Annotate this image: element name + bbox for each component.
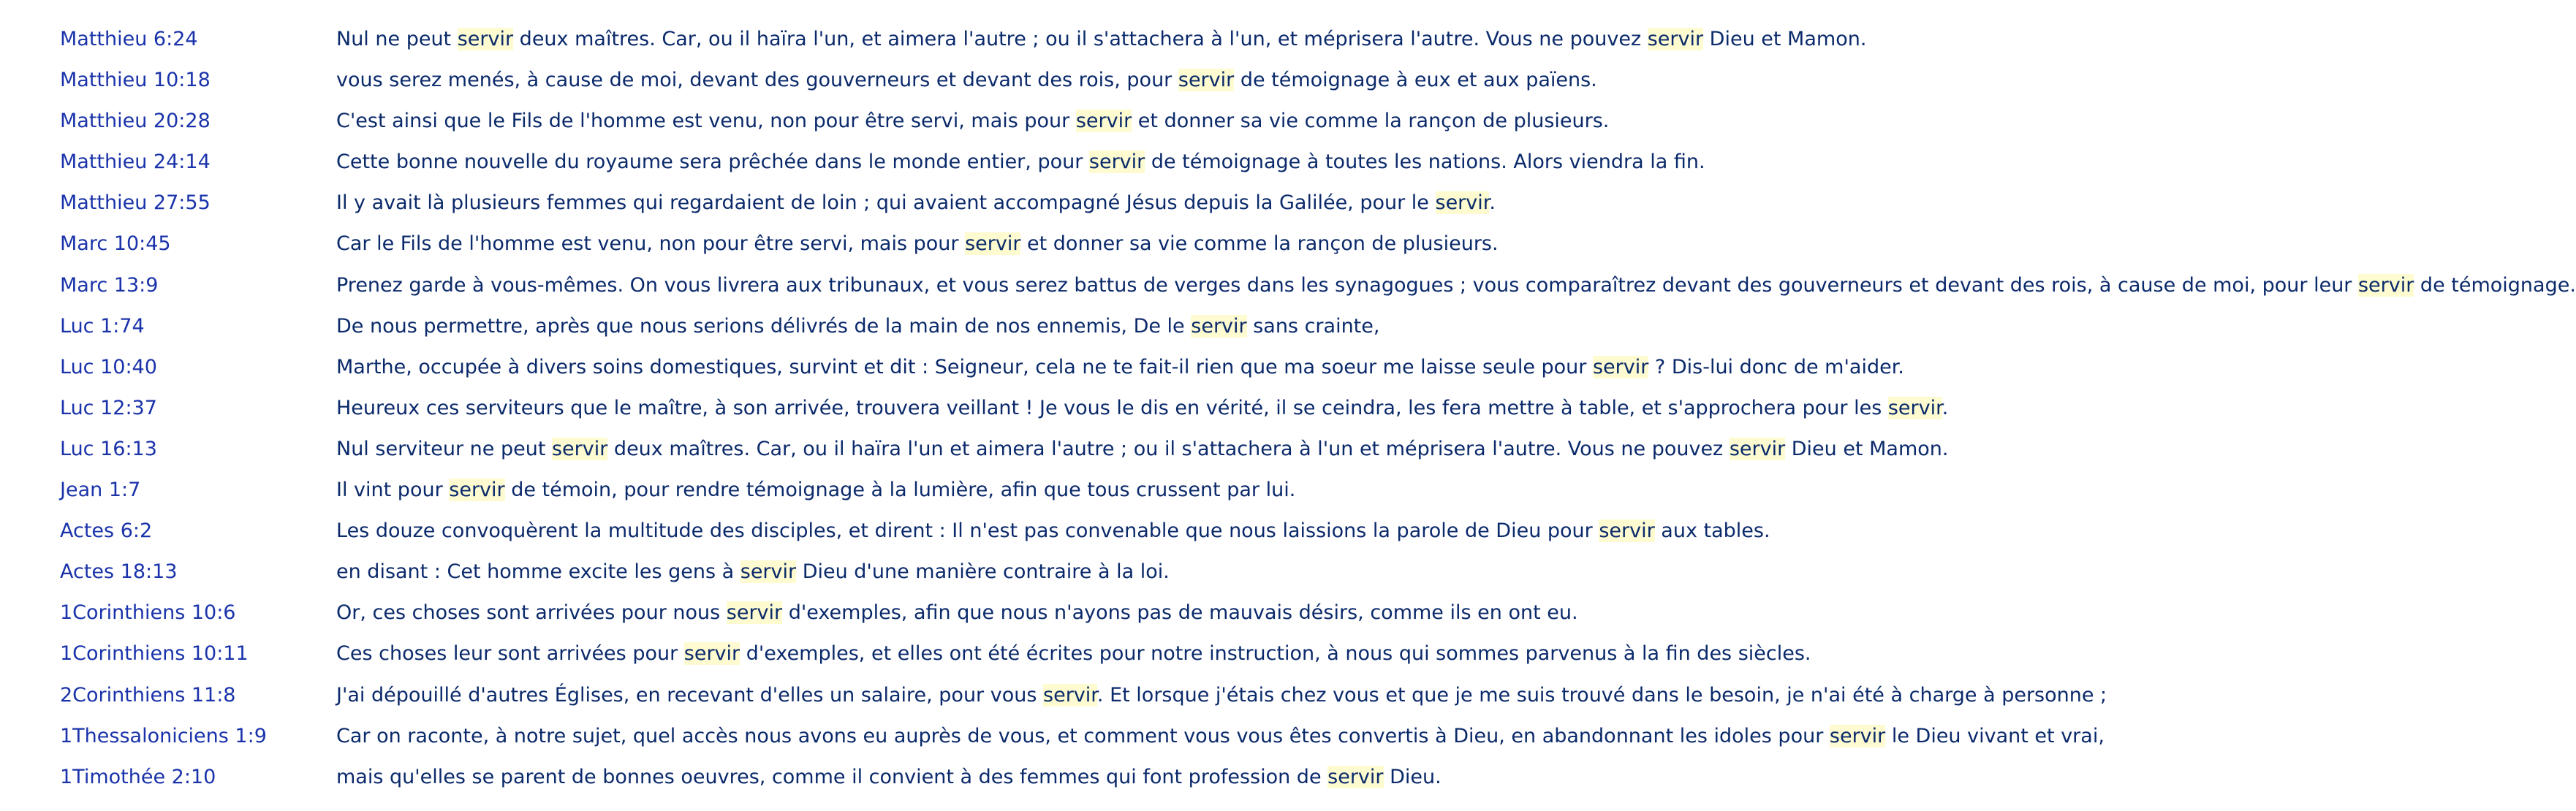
search-term-highlight: servir bbox=[1592, 355, 1649, 378]
result-row bbox=[0, 22, 2534, 63]
result-row bbox=[0, 350, 2534, 391]
verse-reference-link[interactable]: Matthieu 6:24 bbox=[60, 28, 198, 50]
search-term-highlight: servir bbox=[1435, 191, 1490, 215]
verse-text: Heureux ces serviteurs que le maître, à son arrivée, trouvera veillant ! Je vous le dis en vérité, il se ceindra, les fera mettre à table, et s'approchera pour les servir. bbox=[336, 396, 1949, 419]
result-row bbox=[0, 719, 2534, 760]
verse-reference-link[interactable]: 1Thessaloniciens 1:9 bbox=[60, 724, 267, 747]
result-row bbox=[0, 514, 2534, 555]
search-term-highlight: servir bbox=[1088, 151, 1145, 174]
verse-reference-link[interactable]: Marc 13:9 bbox=[60, 273, 159, 297]
verse-text: Nul ne peut servir deux maîtres. Car, ou il haïra l'un, et aimera l'autre ; ou il s'attachera à l'un, et méprisera l'autre. Vous ne pouvez servir Dieu et Mamon. bbox=[336, 28, 1867, 50]
search-term-highlight: servir bbox=[1647, 28, 1704, 50]
verse-reference-link[interactable]: Matthieu 10:18 bbox=[60, 69, 211, 92]
result-row bbox=[0, 186, 2534, 226]
verse-reference-link[interactable]: Luc 1:74 bbox=[60, 314, 145, 338]
verse-text: Car on raconte, à notre sujet, quel accès nous avons eu auprès de vous, et comment vous vous êtes convertis à Dieu, en abandonnant les idoles pour servir le Dieu vivant et vrai, bbox=[336, 724, 2105, 747]
verse-text: C'est ainsi que le Fils de l'homme est venu, non pour être servi, mais pour servir et donner sa vie comme la rançon de plusieurs. bbox=[336, 110, 1610, 133]
result-row bbox=[0, 595, 2534, 636]
result-row bbox=[0, 555, 2534, 595]
verse-reference-link[interactable]: Jean 1:7 bbox=[60, 479, 141, 502]
verse-reference-link[interactable]: 1Corinthiens 10:11 bbox=[60, 642, 249, 666]
result-row bbox=[0, 309, 2534, 350]
search-term-highlight: servir bbox=[683, 642, 740, 666]
search-term-highlight: servir bbox=[1599, 519, 1655, 543]
search-term-highlight: servir bbox=[1887, 396, 1942, 419]
verse-text: Les douze convoquèrent la multitude des disciples, et dirent : Il n'est pas convenable que nous laissions la parole de Dieu pour servir aux tables. bbox=[336, 519, 1770, 543]
result-row bbox=[0, 226, 2534, 267]
search-term-highlight: servir bbox=[1043, 683, 1097, 707]
verse-reference-link[interactable]: Marc 10:45 bbox=[60, 232, 171, 256]
search-term-highlight: servir bbox=[1327, 765, 1384, 788]
search-term-highlight: servir bbox=[551, 437, 608, 460]
result-row bbox=[0, 145, 2534, 186]
verse-text: vous serez menés, à cause de moi, devant des gouverneurs et devant des rois, pour servir de témoignage à eux et aux païens. bbox=[336, 69, 1597, 92]
verse-text: Il y avait là plusieurs femmes qui regardaient de loin ; qui avaient accompagné Jésus depuis la Galilée, pour le servir. bbox=[336, 191, 1496, 215]
verse-text: Il vint pour servir de témoin, pour rendre témoignage à la lumière, afin que tous crussent par lui. bbox=[336, 479, 1296, 502]
verse-text: Nul serviteur ne peut servir deux maîtres. Car, ou il haïra l'un et aimera l'autre ; ou il s'attachera à l'un et méprisera l'autre. Vous ne pouvez servir Dieu et Mamon. bbox=[336, 437, 1949, 460]
result-row bbox=[0, 432, 2534, 473]
verse-text: De nous permettre, après que nous serions délivrés de la main de nos ennemis, De le servir sans crainte, bbox=[336, 314, 1380, 338]
verse-reference-link[interactable]: Actes 6:2 bbox=[60, 519, 153, 543]
search-term-highlight: servir bbox=[726, 601, 783, 625]
result-row bbox=[0, 636, 2534, 677]
result-row bbox=[0, 268, 2576, 309]
verse-reference-link[interactable]: Matthieu 24:14 bbox=[60, 151, 211, 174]
verse-reference-link[interactable]: Luc 12:37 bbox=[60, 396, 157, 419]
search-term-highlight: servir bbox=[965, 232, 1021, 256]
verse-reference-link[interactable]: Luc 10:40 bbox=[60, 355, 157, 378]
search-term-highlight: servir bbox=[1178, 69, 1235, 92]
verse-reference-link[interactable]: 1Timothée 2:10 bbox=[60, 765, 216, 788]
result-row bbox=[0, 104, 2534, 145]
search-term-highlight: servir bbox=[449, 479, 505, 502]
verse-reference-link[interactable]: Actes 18:13 bbox=[60, 560, 178, 584]
search-term-highlight: servir bbox=[457, 28, 514, 50]
result-row bbox=[0, 760, 2534, 801]
result-row bbox=[0, 63, 2534, 104]
result-row bbox=[0, 678, 2534, 719]
verse-text: en disant : Cet homme excite les gens à servir Dieu d'une manière contraire à la loi. bbox=[336, 560, 1170, 584]
search-term-highlight: servir bbox=[1191, 314, 1247, 338]
verse-text: Or, ces choses sont arrivées pour nous servir d'exemples, afin que nous n'ayons pas de mauvais désirs, comme ils en ont eu. bbox=[336, 601, 1578, 625]
verse-reference-link[interactable]: 1Corinthiens 10:6 bbox=[60, 601, 236, 625]
verse-text: Ces choses leur sont arrivées pour servir d'exemples, et elles ont été écrites pour notre instruction, à nous qui sommes parvenus à la fin des siècles. bbox=[336, 642, 1811, 666]
search-term-highlight: servir bbox=[2357, 273, 2414, 297]
verse-reference-link[interactable]: 2Corinthiens 11:8 bbox=[60, 683, 236, 707]
search-term-highlight: servir bbox=[1729, 437, 1786, 460]
verse-text: J'ai dépouillé d'autres Églises, en recevant d'elles un salaire, pour vous servir. Et lorsque j'étais chez vous et que je me suis trouvé dans le besoin, je n'ai été à charge à personne ; bbox=[336, 683, 2107, 707]
verse-text: Prenez garde à vous-mêmes. On vous livrera aux tribunaux, et vous serez battus de verges dans les synagogues ; vous comparaîtrez devant des gouverneurs et devant des rois, à cause de moi, pour leur servir de témoignage. bbox=[336, 273, 2576, 297]
result-row bbox=[0, 473, 2534, 514]
result-row bbox=[0, 391, 2534, 432]
search-term-highlight: servir bbox=[1829, 724, 1886, 747]
verse-text: Car le Fils de l'homme est venu, non pour être servi, mais pour servir et donner sa vie comme la rançon de plusieurs. bbox=[336, 232, 1499, 256]
search-results-list bbox=[0, 22, 2576, 801]
verse-reference-link[interactable]: Matthieu 27:55 bbox=[60, 191, 211, 215]
verse-text: Cette bonne nouvelle du royaume sera prêchée dans le monde entier, pour servir de témoignage à toutes les nations. Alors viendra la fin. bbox=[336, 151, 1705, 174]
search-term-highlight: servir bbox=[740, 560, 797, 584]
verse-text: Marthe, occupée à divers soins domestiques, survint et dit : Seigneur, cela ne te fait-il rien que ma soeur me laisse seule pour servir ? Dis-lui donc de m'aider. bbox=[336, 355, 1904, 378]
verse-text: mais qu'elles se parent de bonnes oeuvres, comme il convient à des femmes qui font profession de servir Dieu. bbox=[336, 765, 1442, 788]
search-term-highlight: servir bbox=[1075, 110, 1132, 133]
verse-reference-link[interactable]: Matthieu 20:28 bbox=[60, 110, 211, 133]
verse-reference-link[interactable]: Luc 16:13 bbox=[60, 437, 157, 460]
